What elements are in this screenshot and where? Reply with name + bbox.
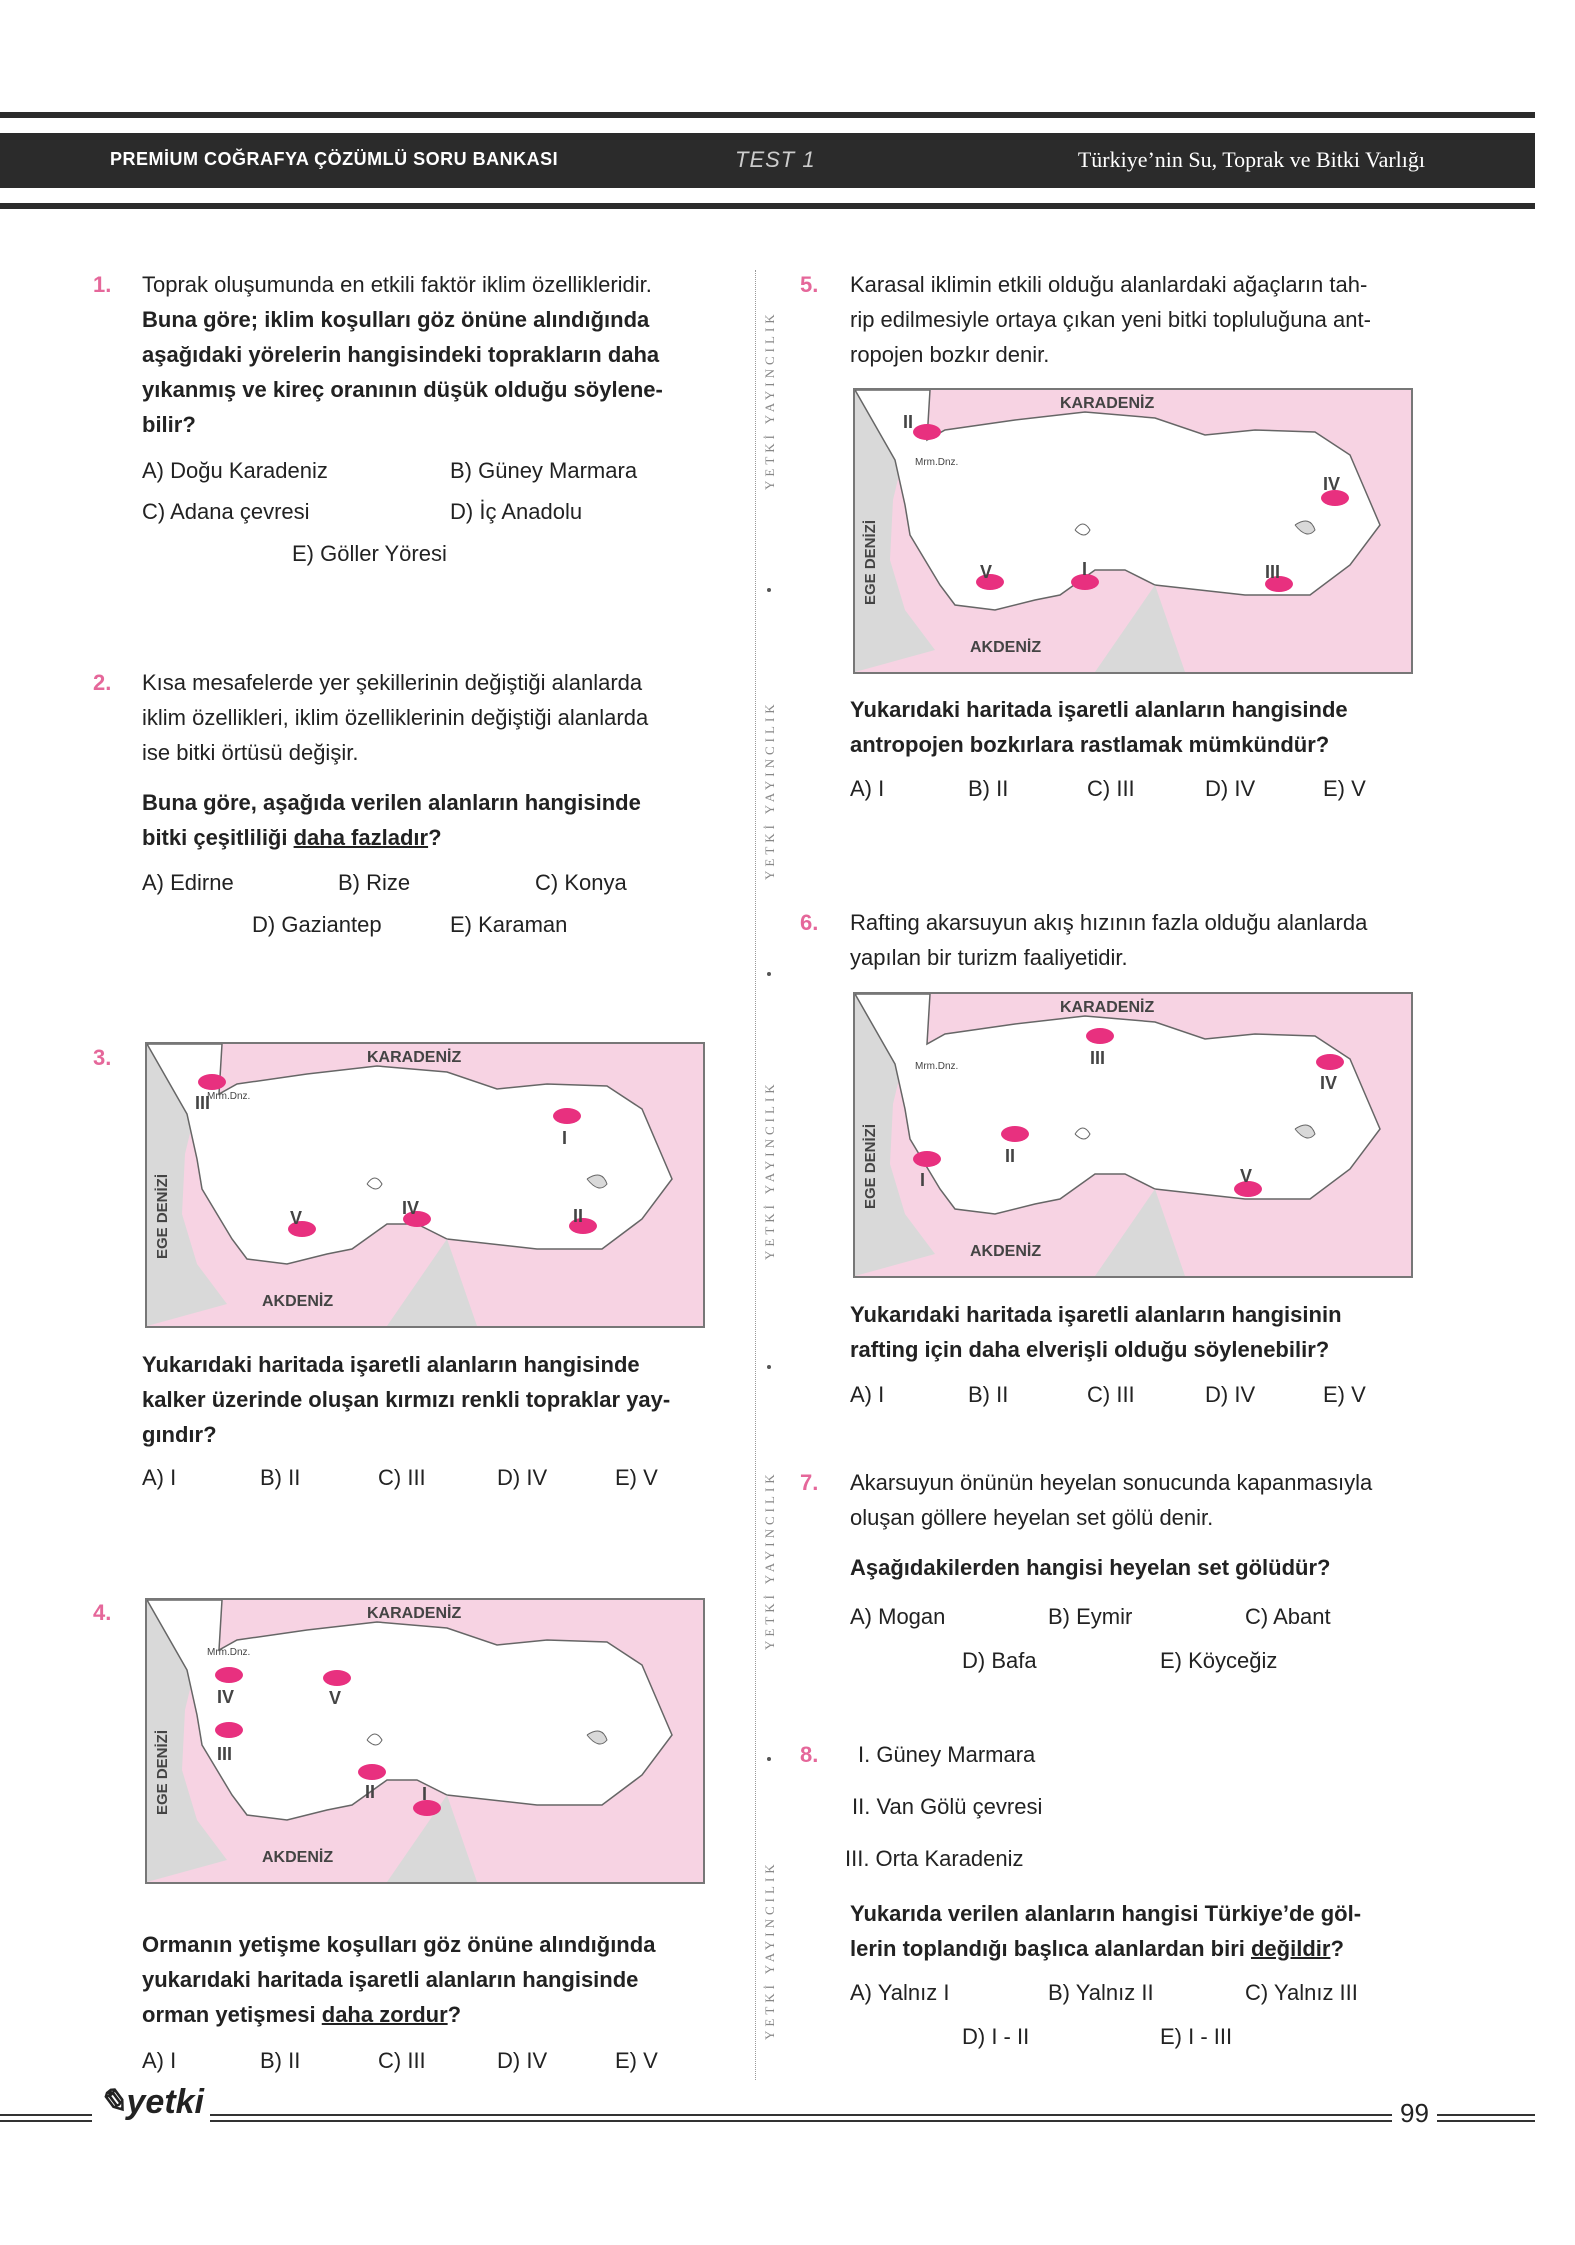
q7-option-b[interactable]: B) Eymir [1048,1604,1133,1629]
map-marker-label: III [1265,562,1281,582]
q2-option-c[interactable]: C) Konya [535,870,627,895]
q5-line: ropojen bozkır denir. [850,342,1050,367]
q2-option-d[interactable]: D) Gaziantep [252,912,382,937]
q8-item-2: II. Van Gölü çevresi [852,1794,1043,1819]
q5-option-e[interactable]: E) V [1323,776,1366,801]
q5-line: Karasal iklimin etkili olduğu alanlardaki ağaçların tah- [850,272,1368,297]
q8-text: ? [1330,1936,1344,1961]
q6-option-b[interactable]: B) II [968,1382,1009,1407]
q7-line: oluşan göllere heyelan set gölü denir. [850,1505,1214,1530]
q6-line: Yukarıdaki haritada işaretli alanların hangisinin [850,1302,1342,1327]
q7-option-e[interactable]: E) Köyceğiz [1160,1648,1278,1673]
q2-text: bitki çeşitliliği [142,825,294,850]
map-label-marmara: Mrm.Dnz. [915,457,959,468]
side-text-1: YETKİ YAYINCILIK [762,310,777,490]
page-number: 99 [1392,2098,1437,2129]
header-rule-top [0,112,1535,118]
separator-dot [767,972,771,976]
map-marker-label: IV [402,1198,420,1218]
map-marker [1001,1126,1029,1142]
q7-number: 7. [800,1470,819,1495]
q6-number: 6. [800,910,819,935]
map-marker-label: I [562,1128,568,1148]
map-label-ege: EGE DENİZİ [862,1123,879,1209]
q3-option-b[interactable]: B) II [260,1465,301,1490]
map-marker [553,1108,581,1124]
map-label-karadeniz: KARADENİZ [367,1049,462,1066]
q5-option-c[interactable]: C) III [1087,776,1135,801]
q8-line: Yukarıda verilen alanların hangisi Türkiye’de göl- [850,1901,1362,1926]
q8-line [850,1931,1445,1966]
q2-text: ? [428,825,442,850]
map-marker [198,1074,226,1090]
q4-option-b[interactable]: B) II [260,2048,301,2073]
logo-text: yetki [126,2083,204,2121]
q8-text: lerin toplandığı başlıca alanlardan biri [850,1936,1251,1961]
q2-line: ise bitki örtüsü değişir. [142,740,359,765]
q1-stem [142,267,732,442]
q3-option-a[interactable]: A) I [142,1465,177,1490]
q4-line: Ormanın yetişme koşulları göz önüne alındığında [142,1932,656,1957]
q2-line [142,820,732,855]
q3-line: Yukarıdaki haritada işaretli alanların hangisinde [142,1352,640,1377]
logo-icon: ✎ [98,2083,127,2121]
q4-option-a[interactable]: A) I [142,2048,177,2073]
q6-option-e[interactable]: E) V [1323,1382,1366,1407]
q8-option-e[interactable]: E) I - III [1160,2024,1233,2049]
separator-dot [767,1365,771,1369]
q4-stem [142,1927,732,2032]
footer-rule [0,2114,1535,2122]
q5-line: rip edilmesiyle ortaya çıkan yeni bitki topluluğuna ant- [850,307,1371,332]
q8-emphasis: değildir [1250,1936,1331,1961]
map-label-akdeniz: AKDENİZ [970,639,1042,656]
map-marker-label: V [980,562,993,582]
q3-option-e[interactable]: E) V [615,1465,658,1490]
q4-option-c[interactable]: C) III [378,2048,426,2073]
map-label-marmara: Mrm.Dnz. [915,1061,959,1072]
q2-option-e[interactable]: E) Karaman [450,912,568,937]
q2-option-b[interactable]: B) Rize [338,870,411,895]
q6-line: rafting için daha elverişli olduğu söylenebilir? [850,1337,1330,1362]
q1-line: bilir? [142,412,196,437]
q6-option-a[interactable]: A) I [850,1382,885,1407]
map-label-karadeniz: KARADENİZ [367,1605,462,1622]
q4-line: yukarıdaki haritada işaretli alanların hangisinde [142,1967,639,1992]
map-marker-label: II [365,1782,376,1802]
book-title: PREMİUM COĞRAFYA ÇÖZÜMLÜ SORU BANKASI [110,149,559,169]
map-label-karadeniz: KARADENİZ [1060,999,1155,1016]
q4-text: orman yetişmesi [142,2002,322,2027]
map-marker-label: III [195,1093,211,1113]
unit-title: Türkiye’nin Su, Toprak ve Bitki Varlığı [1077,147,1425,172]
separator-dot [767,1757,771,1761]
q1-number: 1. [93,272,112,297]
q5-question [850,692,1445,762]
map-marker-label: I [920,1170,926,1190]
header-rule-bottom [0,203,1535,209]
q5-line: antropojen bozkırlara rastlamak mümkündür? [850,732,1330,757]
map-label-akdeniz: AKDENİZ [262,1293,334,1310]
q7-option-c[interactable]: C) Abant [1245,1604,1331,1629]
q4-option-d[interactable]: D) IV [497,2048,548,2073]
map-label-karadeniz: KARADENİZ [1060,395,1155,412]
column-divider [755,270,757,2080]
q5-option-a[interactable]: A) I [850,776,885,801]
q2-line: Kısa mesafelerde yer şekillerinin değiştiği alanlarda [142,670,643,695]
q2-number: 2. [93,670,112,695]
map-marker-label: V [329,1688,342,1708]
q6-stem [850,905,1445,975]
q1-line: aşağıdaki yörelerin hangisindeki toprakların daha [142,342,660,367]
map-marker [913,1151,941,1167]
q3-map [145,1042,705,1328]
map-label-marmara: Mrm.Dnz. [207,1647,251,1658]
q6-line: yapılan bir turizm faaliyetidir. [850,945,1128,970]
q1-option-b[interactable]: B) Güney Marmara [450,458,638,483]
map-label-ege: EGE DENİZİ [862,519,879,605]
q3-stem [142,1347,732,1452]
q1-line: Toprak oluşumunda en etkili faktör iklim özellikleridir. [142,272,652,297]
q6-option-d[interactable]: D) IV [1205,1382,1256,1407]
side-text-2: YETKİ YAYINCILIK [762,700,777,880]
separator-dot [767,588,771,592]
q8-option-b[interactable]: B) Yalnız II [1048,1980,1154,2005]
q1-option-d[interactable]: D) İç Anadolu [450,499,583,524]
q2-stem [142,665,732,855]
map-marker [215,1722,243,1738]
map-marker-label: IV [217,1687,235,1707]
map-label-akdeniz: AKDENİZ [970,1243,1042,1260]
q6-map [853,992,1413,1278]
map-label-marmara: Mrm.Dnz. [207,1091,251,1102]
q2-line: iklim özellikleri, iklim özelliklerinin değiştiği alanlarda [142,705,649,730]
map-label-ege: EGE DENİZİ [154,1173,171,1259]
q5-line: Yukarıdaki haritada işaretli alanların hangisinde [850,697,1348,722]
map-label-akdeniz: AKDENİZ [262,1849,334,1866]
map-marker-label: V [290,1208,303,1228]
map-marker-label: IV [1323,474,1341,494]
q5-map [853,388,1413,674]
q4-option-e[interactable]: E) V [615,2048,658,2073]
q4-line [142,1997,732,2032]
q8-item-1: I. Güney Marmara [858,1742,1036,1767]
map-marker-label: V [1240,1166,1253,1186]
map-marker-label: II [903,412,914,432]
q8-question [850,1896,1445,1966]
q6-line: Rafting akarsuyun akış hızının fazla olduğu alanlarda [850,910,1368,935]
q7-line: Akarsuyun önünün heyelan sonucunda kapanmasıyla [850,1470,1373,1495]
q4-text: ? [447,2002,462,2027]
map-marker [323,1670,351,1686]
q1-line: Buna göre; iklim koşulları göz önüne alındığında [142,307,650,332]
map-marker [1316,1054,1344,1070]
map-marker-label: II [573,1206,584,1226]
q4-map [145,1598,705,1884]
q5-number: 5. [800,272,819,297]
q4-number: 4. [93,1600,112,1625]
q2-option-a[interactable]: A) Edirne [142,870,234,895]
map-marker [215,1667,243,1683]
q7-line: Aşağıdakilerden hangisi heyelan set gölüdür? [850,1555,1331,1580]
q1-option-a[interactable]: A) Doğu Karadeniz [142,458,328,483]
q3-number: 3. [93,1045,112,1070]
map-label-ege: EGE DENİZİ [154,1729,171,1815]
q8-item-3: III. Orta Karadeniz [845,1846,1024,1871]
map-marker-label: II [1005,1146,1016,1166]
map-marker [358,1764,386,1780]
map-marker-label: IV [1320,1073,1338,1093]
q7-option-a[interactable]: A) Mogan [850,1604,946,1629]
map-marker-label: I [1082,559,1088,579]
q2-line: Buna göre, aşağıda verilen alanların hangisinde [142,790,641,815]
q1-line: yıkanmış ve kireç oranının düşük olduğu söylene- [142,377,663,402]
map-marker-label: III [1090,1048,1106,1068]
q5-stem [850,267,1445,372]
q3-option-d[interactable]: D) IV [497,1465,548,1490]
test-label: TEST 1 [735,147,816,172]
q4-emphasis: daha zordur [321,2002,448,2027]
q8-option-c[interactable]: C) Yalnız III [1245,1980,1358,2005]
q8-option-a[interactable]: A) Yalnız I [850,1980,950,2005]
map-marker-label: III [217,1744,233,1764]
side-text-4: YETKİ YAYINCILIK [762,1470,777,1650]
q3-line: gındır? [142,1422,217,1447]
side-text-5: YETKİ YAYINCILIK [762,1860,777,2040]
map-marker [913,424,941,440]
publisher-logo [92,2082,210,2122]
q7-stem [850,1465,1445,1585]
side-text-3: YETKİ YAYINCILIK [762,1080,777,1260]
header-bar [0,133,1535,188]
q6-option-c[interactable]: C) III [1087,1382,1135,1407]
map-marker [1086,1028,1114,1044]
map-marker-label: I [422,1784,428,1804]
q5-option-d[interactable]: D) IV [1205,776,1256,801]
q8-number: 8. [800,1742,819,1767]
q8-option-d[interactable]: D) I - II [962,2024,1030,2049]
q5-option-b[interactable]: B) II [968,776,1009,801]
q3-option-c[interactable]: C) III [378,1465,426,1490]
q7-option-d[interactable]: D) Bafa [962,1648,1037,1673]
q1-option-e[interactable]: E) Göller Yöresi [292,541,447,566]
q2-emphasis: daha fazladır [293,825,429,850]
q3-line: kalker üzerinde oluşan kırmızı renkli topraklar yay- [142,1387,671,1412]
q1-option-c[interactable]: C) Adana çevresi [142,499,310,524]
q6-question [850,1297,1445,1367]
